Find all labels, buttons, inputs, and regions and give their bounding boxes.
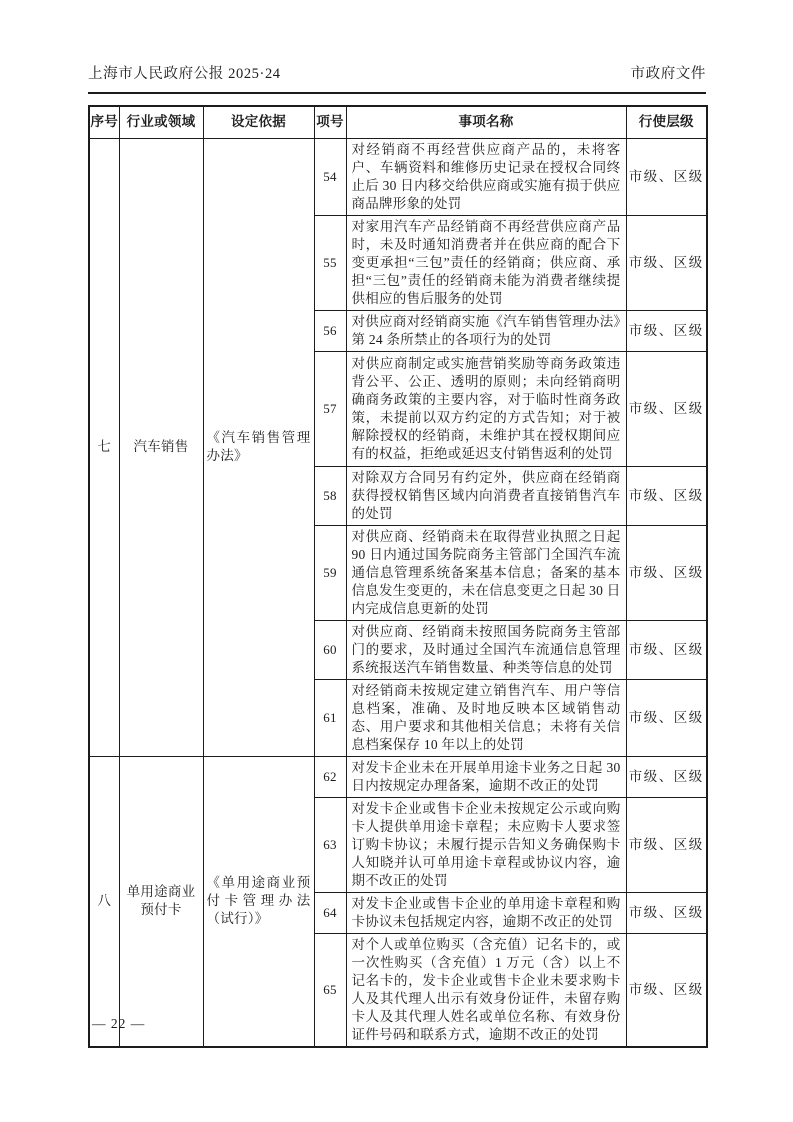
item-name: 对供应商对经销商实施《汽车销售管理办法》第 24 条所禁止的各项行为的处罚 <box>346 310 626 351</box>
item-level: 市级、区级 <box>626 351 707 466</box>
item-no: 61 <box>314 679 346 756</box>
col-header-industry: 行业或领域 <box>119 106 203 138</box>
item-level: 市级、区级 <box>626 466 707 525</box>
section-serial: 八 <box>89 756 119 1047</box>
section-industry: 单用途商业预付卡 <box>119 756 203 1047</box>
item-level: 市级、区级 <box>626 215 707 310</box>
item-name: 对供应商、经销商未按照国务院商务主管部门的要求，及时通过全国汽车流通信息管理系统报送汽车销售数量、种类等信息的处罚 <box>346 620 626 679</box>
item-level: 市级、区级 <box>626 679 707 756</box>
gazette-title: 上海市人民政府公报 2025·24 <box>88 66 281 82</box>
item-level: 市级、区级 <box>626 756 707 797</box>
section-industry: 汽车销售 <box>119 138 203 756</box>
item-no: 58 <box>314 466 346 525</box>
item-name: 对供应商、经销商未在取得营业执照之日起 90 日内通过国务院商务主管部门全国汽车流通信息管理系统备案基本信息；备案的基本信息发生变更的，未在信息变更之日起 30 日内完成信息更新的处罚 <box>346 525 626 620</box>
col-header-item-name: 事项名称 <box>346 106 626 138</box>
item-no: 59 <box>314 525 346 620</box>
item-no: 55 <box>314 215 346 310</box>
item-name: 对发卡企业或售卡企业的单用途卡章程和购卡协议未包括规定内容，逾期不改正的处罚 <box>346 892 626 933</box>
col-header-serial: 序号 <box>89 106 119 138</box>
table-body <box>89 138 707 1047</box>
item-name: 对供应商制定或实施营销奖励等商务政策违背公平、公正、透明的原则；未向经销商明确商务政策的主要内容，对于临时性商务政策，未提前以双方约定的方式告知；对于被解除授权的经销商，未维护其在授权期间应有的权益，拒绝或延迟支付销售返利的处罚 <box>346 351 626 466</box>
item-level: 市级、区级 <box>626 525 707 620</box>
col-header-item-no: 项号 <box>314 106 346 138</box>
penalty-items-table <box>88 105 708 1048</box>
section-basis: 《汽车销售管理办法》 <box>203 138 314 756</box>
col-header-basis: 设定依据 <box>203 106 314 138</box>
page-header <box>88 62 706 83</box>
item-level: 市级、区级 <box>626 620 707 679</box>
item-name: 对家用汽车产品经销商不再经营供应商产品时，未及时通知消费者并在供应商的配合下变更承担“三包”责任的经销商；供应商、承担“三包”责任的经销商未能为消费者继续提供相应的售后服务的处罚 <box>346 215 626 310</box>
table-row <box>89 756 707 797</box>
item-no: 54 <box>314 138 346 215</box>
table-row <box>89 138 707 215</box>
item-name: 对经销商不再经营供应商产品的，未将客户、车辆资料和维修历史记录在授权合同终止后 30 日内移交给供应商或实施有损于供应商品牌形象的处罚 <box>346 138 626 215</box>
item-name: 对发卡企业或售卡企业未按规定公示或向购卡人提供单用途卡章程；未应购卡人要求签订购卡协议；未履行提示告知义务确保购卡人知晓并认可单用途卡章程或协议内容，逾期不改正的处罚 <box>346 797 626 892</box>
page-number: — 22 — <box>92 1016 146 1031</box>
item-level: 市级、区级 <box>626 797 707 892</box>
header-row <box>89 106 707 138</box>
item-level: 市级、区级 <box>626 892 707 933</box>
item-name: 对发卡企业未在开展单用途卡业务之日起 30 日内按规定办理备案，逾期不改正的处罚 <box>346 756 626 797</box>
item-no: 65 <box>314 933 346 1047</box>
col-header-level: 行使层级 <box>626 106 707 138</box>
item-no: 57 <box>314 351 346 466</box>
table-header <box>89 106 707 138</box>
item-name: 对除双方合同另有约定外，供应商在经销商获得授权销售区域内向消费者直接销售汽车的处罚 <box>346 466 626 525</box>
section-serial: 七 <box>89 138 119 756</box>
section-basis: 《单用途商业预付卡管理办法（试行）》 <box>203 756 314 1047</box>
item-name: 对经销商未按规定建立销售汽车、用户等信息档案，准确、及时地反映本区域销售动态、用户要求和其他相关信息；未将有关信息档案保存 10 年以上的处罚 <box>346 679 626 756</box>
document-category-label: 市政府文件 <box>630 66 706 82</box>
item-level: 市级、区级 <box>626 138 707 215</box>
item-no: 63 <box>314 797 346 892</box>
item-no: 60 <box>314 620 346 679</box>
item-no: 56 <box>314 310 346 351</box>
item-level: 市级、区级 <box>626 310 707 351</box>
item-level: 市级、区级 <box>626 933 707 1047</box>
header-divider <box>88 92 706 94</box>
item-no: 64 <box>314 892 346 933</box>
item-name: 对个人或单位购买（含充值）记名卡的，或一次性购买（含充值）1 万元（含）以上不记名卡的，发卡企业或售卡企业未要求购卡人及其代理人出示有效身份证件，未留存购卡人及其代理人姓名或单位名称、有效身份证件号码和联系方式，逾期不改正的处罚 <box>346 933 626 1047</box>
item-no: 62 <box>314 756 346 797</box>
